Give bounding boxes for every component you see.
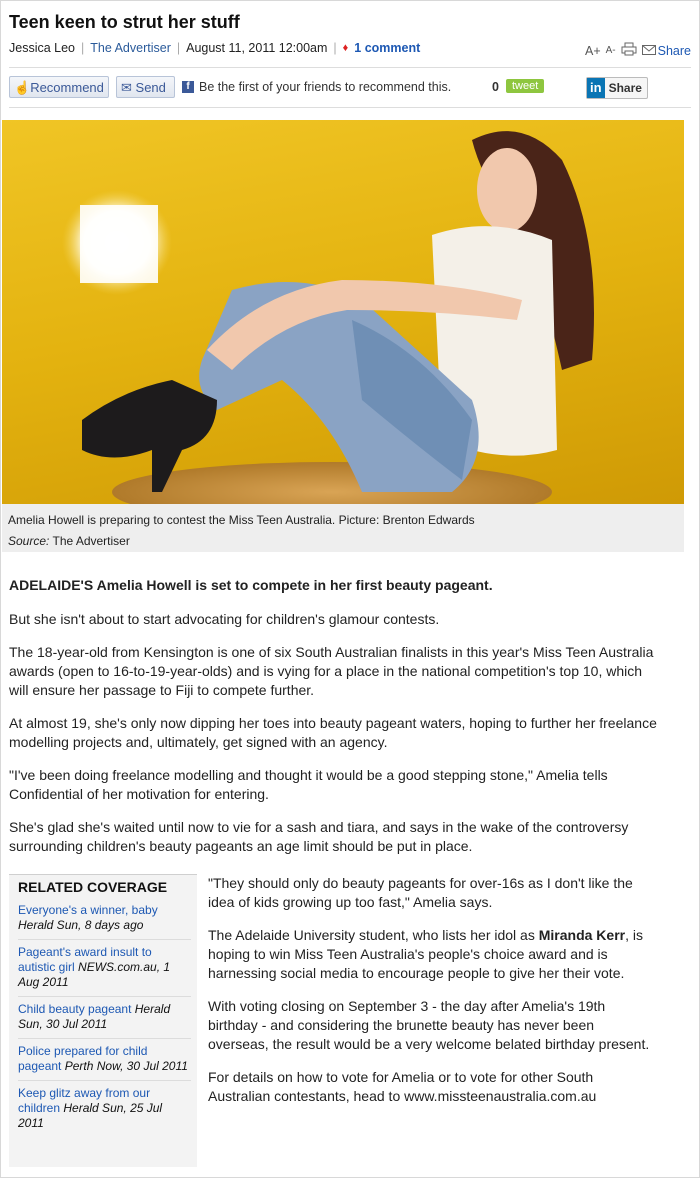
photo-illustration [2,120,684,504]
publish-date: August 11, 2011 12:00am [186,41,328,55]
related-link[interactable]: Child beauty pageant [18,1002,132,1016]
related-source: Perth Now, 30 Jul 2011 [64,1059,188,1073]
article-body-continued [208,874,658,1120]
recommend-button[interactable] [9,76,109,98]
paragraph: The 18-year-old from Kensington is one of six South Australian finalists in this year's Miss Teen Australia awards (open to 16-to-19-year-olds) and is vying for a place in the national competition's top 10, which will ensure her passage to Fiji to compete further. [9,644,654,698]
facebook-prompt [182,80,451,94]
related-link[interactable]: Keep glitz away from our children [18,1086,151,1115]
social-bar [9,76,691,100]
related-link[interactable]: Police prepared for child pageant [18,1044,148,1073]
thumbs-up-icon: ☝ [14,80,31,95]
paragraph-text: The Adelaide University student, who lists her idol as [208,927,539,943]
paragraph: "They should only do beauty pageants for over-16s as I don't like the idea of kids growing up too fast," Amelia says. [208,875,633,910]
related-item [18,1038,191,1080]
related-list [9,901,197,1137]
photo-caption [2,504,684,552]
send-icon: ✉ [121,80,132,95]
paragraph: For details on how to vote for Amelia or to vote for other South Australian contestants, head to www.missteenaustralia.com.au [208,1069,597,1104]
tweet-button[interactable]: tweet [506,79,544,93]
meta-divider: | [176,41,181,55]
facebook-prompt-text: Be the first of your friends to recommend this. [199,80,452,94]
comment-icon: ♦ [342,42,349,54]
publication-name: The Advertiser [90,41,171,55]
send-button[interactable] [116,76,175,98]
recommend-label: Recommend [30,80,104,95]
related-item [18,939,191,996]
article-body [9,576,657,870]
facebook-icon: f [182,81,194,93]
related-source: Herald Sun, 25 Jul 2011 [18,1101,163,1130]
source-label: Source: [8,534,50,548]
author-name: Jessica Leo [9,41,76,55]
paragraph: With voting closing on September 3 - the day after Amelia's 19th birthday - and considering the brunette beauty has never been overseas, the result would be a very welcome belated birthday present. [208,998,650,1052]
paragraph: At almost 19, she's only now dipping her toes into beauty pageant waters, hoping to further her freelance modelling projects and, ultimately, get signed with an agency. [9,715,657,750]
related-link[interactable]: Everyone's a winner, baby [18,903,158,917]
meta-divider: | [333,41,337,55]
idol-name: Miranda Kerr [538,927,626,943]
related-item [18,996,191,1038]
article-meta [9,41,420,55]
related-heading: RELATED COVERAGE [18,879,168,895]
related-source: Herald Sun, 30 Jul 2011 [18,1002,171,1031]
linkedin-share-label: Share [608,81,642,95]
source-name: The Advertiser [52,534,130,548]
font-increase-button[interactable]: A+ [585,43,601,58]
article-tools [580,42,691,59]
related-item [18,901,191,939]
meta-divider: | [81,41,85,55]
article-title: Teen keen to strut her stuff [9,12,240,32]
related-item [18,1080,191,1137]
related-source: Herald Sun, 8 days ago [18,918,144,932]
tweet-count: 0 [492,80,499,94]
font-decrease-button[interactable]: A- [605,45,616,56]
email-icon[interactable] [642,44,656,58]
paragraph: "I've been doing freelance modelling and thought it would be a good stepping stone," Amelia tells Confidential of her motivation for entering. [9,767,608,802]
print-icon[interactable] [621,42,637,59]
caption-text: Amelia Howell is preparing to contest the Miss Teen Australia. Picture: Brenton Edwards [8,513,475,527]
caption-source [8,534,130,548]
divider [9,107,691,108]
paragraph: She's glad she's waited until now to vie for a sash and tiara, and says in the wake of the controversy surrounding children's beauty pageants an age limit should be put in place. [9,819,629,854]
comments-link[interactable]: 1 comment [354,41,421,55]
related-source: NEWS.com.au, 1 Aug 2011 [18,960,171,989]
related-coverage-box [9,874,197,1167]
paragraph [208,926,658,983]
linkedin-icon: in [587,78,605,98]
linkedin-share-button[interactable] [586,77,648,99]
send-label: Send [135,80,166,95]
share-link[interactable]: Share [657,43,691,58]
related-link[interactable]: Pageant's award insult to autistic girl [18,945,152,974]
paragraph: But she isn't about to start advocating for children's glamour contests. [9,611,440,627]
article-photo [2,120,684,504]
paragraph-text: , is hoping to win Miss Teen Australia's people's choice award and is harnessing social media to encourage people to give her their vote. [208,927,643,981]
divider [9,67,691,68]
lead-paragraph: ADELAIDE'S Amelia Howell is set to compete in her first beauty pageant. [9,577,493,593]
